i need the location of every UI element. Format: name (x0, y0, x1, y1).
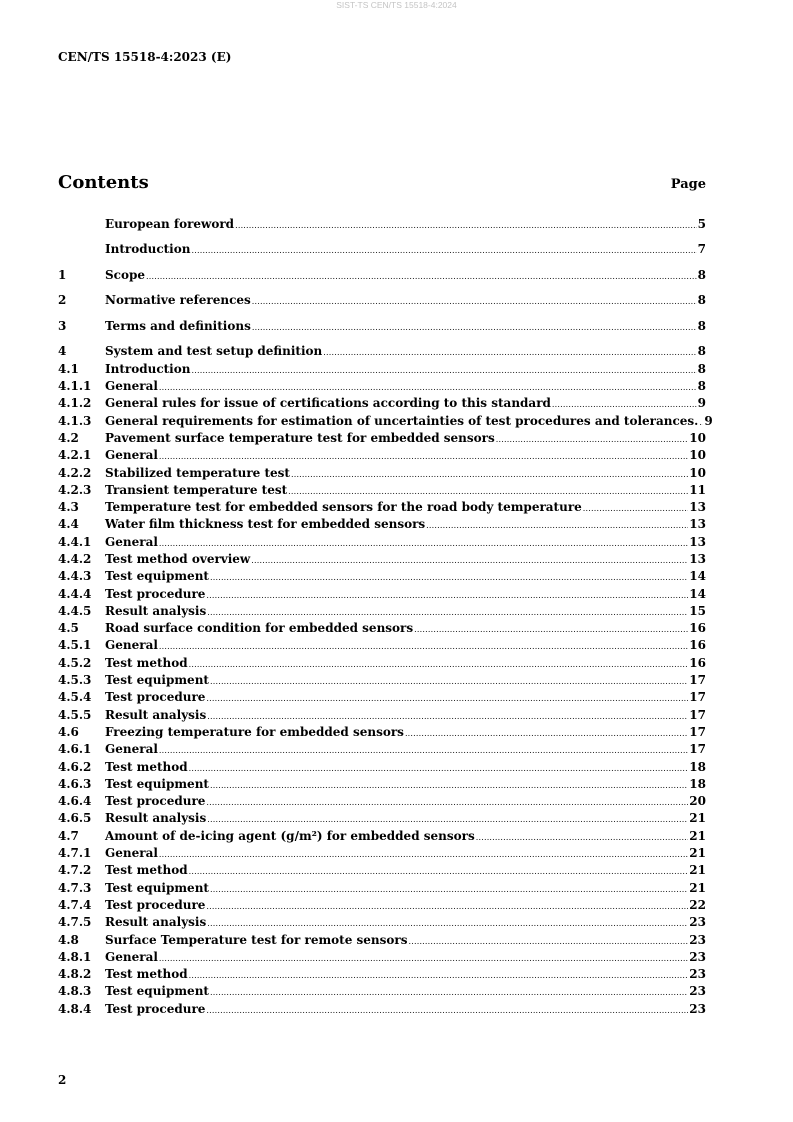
toc-entry[interactable] (58, 863, 706, 880)
toc-entry-page: 9 (697, 396, 706, 411)
toc-entry-page: 23 (689, 984, 706, 999)
toc-entry[interactable] (58, 898, 706, 915)
toc-entry[interactable] (58, 587, 706, 604)
toc-entry[interactable] (58, 362, 706, 379)
toc-entry-title: Introduction (105, 361, 191, 376)
toc-entry-number: 4.5.5 (58, 707, 92, 722)
toc-entry-page: 8 (697, 379, 706, 394)
toc-dot-leader (159, 847, 688, 862)
toc-entry[interactable] (58, 950, 706, 967)
toc-dot-leader (323, 345, 696, 360)
toc-entry-number: 4.8.2 (58, 967, 92, 982)
toc-entry-number: 4.2.3 (58, 482, 92, 497)
toc-entry-title: Normative references (105, 293, 251, 308)
toc-entry-number: 4.4 (58, 517, 79, 532)
toc-dot-leader (552, 397, 697, 412)
toc-entry-number: 4.6.1 (58, 742, 92, 757)
toc-entry-page: 8 (697, 318, 706, 333)
toc-entry-page: 20 (689, 794, 706, 809)
toc-entry-page: 17 (689, 673, 706, 688)
toc-entry-number: 4.5 (58, 621, 79, 636)
toc-entry[interactable] (58, 1002, 706, 1019)
toc-entry-title: General rules for issue of certifications according to this standard (105, 396, 551, 411)
toc-entry[interactable] (58, 535, 706, 552)
toc-dot-leader (146, 269, 697, 284)
toc-entry-title: Test method (105, 759, 188, 774)
toc-entry[interactable] (58, 881, 706, 898)
toc-entry-number: 4.3 (58, 500, 79, 515)
toc-entry[interactable] (58, 268, 706, 285)
toc-entry[interactable] (58, 638, 706, 655)
toc-entry-page: 10 (689, 465, 706, 480)
toc-dot-leader (207, 605, 688, 620)
toc-entry-page: 22 (689, 897, 706, 912)
toc-entry-title: Test equipment (105, 569, 209, 584)
toc-entry-number: 4.8.3 (58, 984, 92, 999)
toc-dot-leader (207, 709, 688, 724)
toc-entry-number: 4.8.4 (58, 1001, 92, 1016)
toc-entry-title: Freezing temperature for embedded sensors (105, 724, 404, 739)
toc-entry-number: 4.8.1 (58, 949, 92, 964)
toc-entry-page: 17 (689, 707, 706, 722)
toc-entry-page: 17 (689, 742, 706, 757)
toc-dot-leader (207, 916, 688, 931)
toc-entry-title: Test method (105, 967, 188, 982)
toc-entry[interactable] (58, 760, 706, 777)
toc-dot-leader (252, 294, 697, 309)
toc-entry-number: 2 (58, 293, 67, 308)
toc-dot-leader (207, 812, 688, 827)
table-of-contents (58, 217, 713, 1019)
toc-entry-title: Result analysis (105, 811, 207, 826)
toc-entry[interactable] (58, 379, 706, 396)
toc-dot-leader (583, 501, 689, 516)
toc-entry-title: European foreword (105, 217, 235, 231)
toc-entry-title: Terms and definitions (105, 318, 251, 333)
toc-dot-leader (206, 691, 688, 706)
toc-entry-title: Pavement surface temperature test for embedded sensors (105, 430, 495, 445)
toc-entry-page: 21 (689, 880, 706, 895)
toc-entry-title: General (105, 448, 158, 463)
toc-entry-page: 9 (704, 413, 713, 428)
toc-dot-leader (405, 726, 688, 741)
toc-entry[interactable] (58, 690, 706, 707)
toc-entry-page: 16 (689, 638, 706, 653)
toc-entry-title: Test method (105, 655, 188, 670)
toc-entry[interactable] (58, 569, 706, 586)
toc-entry-title: Test equipment (105, 984, 209, 999)
toc-entry-title: Result analysis (105, 707, 207, 722)
toc-entry[interactable] (58, 466, 706, 483)
toc-dot-leader (191, 363, 696, 378)
toc-entry-number: 4.4.4 (58, 586, 92, 601)
toc-entry-title: General (105, 379, 158, 394)
toc-entry[interactable] (58, 344, 706, 361)
toc-entry[interactable] (58, 431, 706, 448)
toc-entry-page: 21 (689, 828, 706, 843)
toc-dot-leader (210, 778, 688, 793)
toc-entry-number: 4.7.4 (58, 897, 92, 912)
toc-entry[interactable] (58, 500, 706, 517)
toc-dot-leader (210, 882, 688, 897)
toc-entry-number: 4.6.4 (58, 794, 92, 809)
toc-entry[interactable] (58, 242, 706, 259)
toc-entry-page: 18 (689, 776, 706, 791)
toc-entry[interactable] (58, 483, 706, 500)
toc-entry-page: 21 (689, 863, 706, 878)
toc-entry-page: 23 (689, 932, 706, 947)
toc-entry-number: 4.6.5 (58, 811, 92, 826)
toc-entry-title: Test procedure (105, 897, 206, 912)
toc-dot-leader (210, 985, 688, 1000)
toc-entry[interactable] (58, 829, 706, 846)
toc-entry-number: 4.5.2 (58, 655, 92, 670)
toc-entry-number: 4.4.1 (58, 534, 92, 549)
toc-entry-page: 10 (689, 448, 706, 463)
toc-entry-page: 23 (689, 915, 706, 930)
toc-entry-page: 15 (689, 603, 706, 618)
toc-dot-leader (476, 830, 689, 845)
toc-entry-number: 4.7.2 (58, 863, 92, 878)
toc-entry-page: 16 (689, 655, 706, 670)
toc-entry-number: 4.2 (58, 430, 79, 445)
toc-entry[interactable] (58, 846, 706, 863)
toc-entry-title: General (105, 638, 158, 653)
toc-entry-page: 13 (689, 517, 706, 532)
toc-entry-title: Test method (105, 863, 188, 878)
contents-title: Contents (58, 172, 149, 193)
toc-dot-leader (408, 934, 688, 949)
toc-entry[interactable] (58, 319, 706, 336)
toc-entry-page: 8 (697, 293, 706, 308)
toc-entry[interactable] (58, 811, 706, 828)
toc-entry-page: 21 (689, 846, 706, 861)
toc-entry-page: 21 (689, 811, 706, 826)
toc-entry-title: Test equipment (105, 673, 209, 688)
toc-entry-title: Test method overview (105, 551, 251, 566)
watermark: SIST-TS CEN/TS 15518-4:2024 (336, 0, 457, 10)
toc-entry-number: 4.7.5 (58, 915, 92, 930)
toc-entry-number: 4 (58, 344, 67, 359)
toc-entry-number: 4.6 (58, 724, 79, 739)
toc-entry-title: General (105, 742, 158, 757)
toc-entry-page: 8 (697, 344, 706, 359)
toc-entry-number: 4.5.1 (58, 638, 92, 653)
toc-entry[interactable] (58, 621, 706, 638)
toc-entry-page: 23 (689, 1001, 706, 1016)
toc-entry-number: 4.7.3 (58, 880, 92, 895)
toc-entry[interactable] (58, 552, 706, 569)
toc-entry[interactable] (58, 656, 706, 673)
toc-entry-page: 23 (689, 967, 706, 982)
toc-entry-title: Surface Temperature test for remote sensors (105, 932, 408, 947)
toc-entry-page: 17 (689, 724, 706, 739)
toc-entry-page: 11 (689, 482, 706, 497)
toc-dot-leader (189, 761, 689, 776)
toc-entry-title: Test equipment (105, 776, 209, 791)
toc-entry-number: 4.1.1 (58, 379, 92, 394)
toc-dot-leader (496, 432, 689, 447)
toc-entry-title: Result analysis (105, 915, 207, 930)
toc-entry-number: 4.2.2 (58, 465, 92, 480)
toc-entry[interactable] (58, 725, 706, 742)
toc-dot-leader (210, 570, 688, 585)
toc-entry-number: 4.4.3 (58, 569, 92, 584)
toc-entry[interactable] (58, 742, 706, 759)
toc-dot-leader (159, 951, 688, 966)
toc-entry[interactable] (58, 217, 706, 234)
toc-entry-number: 4.8 (58, 932, 79, 947)
toc-entry-title: Introduction (105, 242, 191, 257)
toc-entry-page: 10 (689, 430, 706, 445)
toc-entry-title: Test equipment (105, 880, 209, 895)
toc-entry-number: 1 (58, 267, 67, 282)
toc-entry-title: Transient temperature test (105, 482, 288, 497)
toc-dot-leader (206, 795, 688, 810)
toc-entry-title: General (105, 949, 158, 964)
toc-entry-number: 4.2.1 (58, 448, 92, 463)
toc-entry-title: Scope (105, 267, 146, 282)
toc-entry[interactable] (58, 967, 706, 984)
toc-entry-page: 5 (697, 217, 706, 231)
toc-dot-leader (189, 657, 689, 672)
toc-entry-page: 13 (689, 500, 706, 515)
toc-entry-number: 4.4.5 (58, 603, 92, 618)
toc-entry-title: Stabilized temperature test (105, 465, 290, 480)
page-column-label: Page (670, 177, 706, 192)
toc-dot-leader (159, 449, 688, 464)
toc-dot-leader (210, 674, 688, 689)
toc-entry-number: 4.7 (58, 828, 79, 843)
toc-entry-number: 4.6.3 (58, 776, 92, 791)
toc-dot-leader (189, 968, 689, 983)
toc-dot-leader (206, 899, 688, 914)
toc-entry-page: 13 (689, 534, 706, 549)
toc-dot-leader (426, 518, 688, 533)
toc-entry-title: Result analysis (105, 603, 207, 618)
toc-dot-leader (159, 536, 688, 551)
toc-entry[interactable] (58, 448, 706, 465)
toc-entry[interactable] (58, 396, 706, 413)
toc-entry-title: Amount of de-icing agent (g/m²) for embedded sensors (105, 828, 475, 843)
toc-entry-title: Road surface condition for embedded sensors (105, 621, 414, 636)
page-number: 2 (58, 1073, 67, 1087)
toc-entry[interactable] (58, 933, 706, 950)
toc-entry-page: 7 (697, 242, 706, 257)
toc-entry-page: 14 (689, 586, 706, 601)
toc-entry-title: Test procedure (105, 586, 206, 601)
toc-dot-leader (251, 553, 688, 568)
toc-entry-number: 4.1.2 (58, 396, 92, 411)
toc-entry-page: 13 (689, 551, 706, 566)
toc-entry-page: 23 (689, 949, 706, 964)
toc-entry-page: 14 (689, 569, 706, 584)
toc-entry[interactable] (58, 794, 706, 811)
toc-dot-leader (191, 243, 696, 258)
toc-entry[interactable] (58, 915, 706, 932)
toc-dot-leader (206, 1003, 688, 1018)
toc-entry-title: Test procedure (105, 690, 206, 705)
toc-entry-page: 16 (689, 621, 706, 636)
toc-entry-number: 3 (58, 318, 67, 333)
toc-dot-leader (159, 639, 688, 654)
toc-entry-page: 17 (689, 690, 706, 705)
toc-entry-number: 4.4.2 (58, 551, 92, 566)
toc-entry-title: Test procedure (105, 794, 206, 809)
toc-entry-title: Test procedure (105, 1001, 206, 1016)
toc-entry-title: General requirements for estimation of uncertainties of test procedures and tolerances. (105, 413, 699, 428)
toc-entry-number: 4.5.3 (58, 673, 92, 688)
toc-dot-leader (235, 218, 697, 233)
contents-heading (58, 172, 706, 194)
toc-entry-number: 4.5.4 (58, 690, 92, 705)
toc-entry[interactable] (58, 673, 706, 690)
toc-dot-leader (189, 864, 689, 879)
toc-entry-number: 4.1 (58, 361, 79, 376)
toc-dot-leader (414, 622, 688, 637)
toc-entry-number: 4.7.1 (58, 846, 92, 861)
toc-entry[interactable] (58, 517, 706, 534)
toc-entry-title: Temperature test for embedded sensors for the road body temperature (105, 500, 582, 515)
toc-entry-title: General (105, 846, 158, 861)
toc-entry-title: Water film thickness test for embedded sensors (105, 517, 426, 532)
toc-entry[interactable] (58, 984, 706, 1001)
toc-entry-number: 4.1.3 (58, 413, 92, 428)
toc-dot-leader (159, 380, 697, 395)
toc-entry-number: 4.6.2 (58, 759, 92, 774)
toc-entry-title: System and test setup definition (105, 344, 323, 359)
toc-dot-leader (206, 588, 688, 603)
toc-dot-leader (288, 484, 688, 499)
document-id: CEN/TS 15518-4:2023 (E) (58, 50, 232, 64)
toc-dot-leader (159, 743, 688, 758)
toc-dot-leader (291, 467, 688, 482)
toc-entry-page: 18 (689, 759, 706, 774)
toc-dot-leader (699, 415, 703, 430)
toc-entry[interactable] (58, 413, 713, 431)
toc-entry[interactable] (58, 708, 706, 725)
toc-entry-title: General (105, 534, 158, 549)
toc-entry-page: 8 (697, 267, 706, 282)
toc-entry-page: 8 (697, 361, 706, 376)
toc-entry[interactable] (58, 604, 706, 621)
toc-dot-leader (252, 320, 697, 335)
toc-entry[interactable] (58, 777, 706, 794)
toc-entry[interactable] (58, 293, 706, 310)
